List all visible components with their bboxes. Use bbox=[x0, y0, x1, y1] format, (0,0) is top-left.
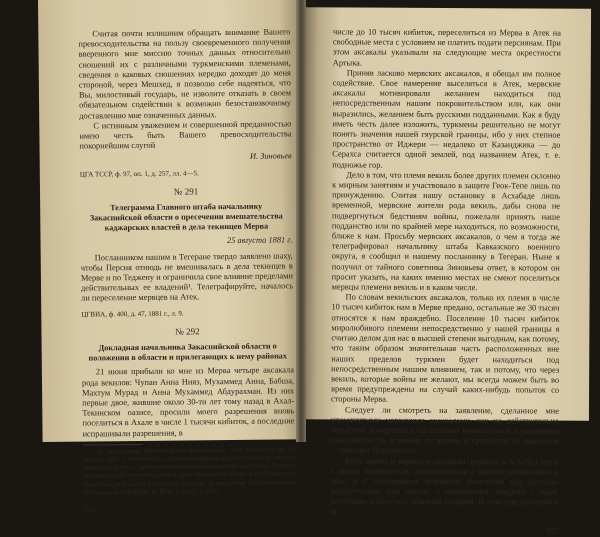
right-page bbox=[299, 7, 591, 536]
paragraph: Дело в том, что племя векиль более других племен склонно к мирным занятиям и участвовало в защите Геок-Тепе лишь по принуждению. Считая нашу остановку в Асхабаде лишь временной, мервские жители рода векиль, дабы снова не подвергнуться бедствиям войны, пожелали принять наше подданство или по крайней мере находиться, по возможности, ближе к нам. Просьбу мервских аксакалов, о чем я тогда же телеграфировал начальнику штаба Кавказского военного округа, я сообщил и нашему посланнику в Тегеран. Ныне я получил от тайного советника Зиновьева ответ, в котором он просит указать, на каких именно местах не смеют поселиться мервцы племени векиль и в каком числе. bbox=[331, 170, 561, 293]
page-number: 556 bbox=[83, 505, 96, 515]
signature: И. Зиновьев bbox=[249, 151, 292, 162]
archive-source: ЦГВИА, ф. 400, д. 47, 1881 г., л. 9. bbox=[81, 309, 184, 319]
right-page-text bbox=[330, 27, 561, 536]
document-title: Телеграмма Главного штаба начальнику Закаспийской области о пресечении вмешательства каджарских властей в дела текинцев Мерва bbox=[89, 202, 283, 233]
paragraph: Посланником нашим в Тегеране твердо заявлено шаху, чтобы Персия отнюдь не вмешивалась в дела текинцев в Мерве и по Теджену и ограничила свое влияние пределами действительных ее владений¹. Телеграфируйте, началось ли переселение мервцев на Атек. bbox=[80, 250, 294, 304]
footnote: ¹ В телеграмме Министерства иностранных дел Зиновьеву от 23 августа 1881 г. отмечалось: «Вполне одобряем дружественное и твердое заявление шаху о нашем непреклонном желании не допускать Персию до какого-либо вмешательства в дела текинцев в Мерве и по Теджену и тем более до попыток установить влияние за пределами действительных ее владений» (ЦГВИА, ф. ВУА, д. 6235, л. 101). bbox=[82, 446, 296, 497]
paragraph: Считая почти излишним обращать внимание Вашего превосходительства на пользу своевременного получения вверенного мне миссию точных данных относительно сношений их с различными туркменскими племенами, сведения о каковых сношениях нередко доходят до меня стороной, через Мешхед, я позволю себе надеяться, что Вы, милостивый государь, не изволите отказать в своем обязательном содействии к возможно безостановочному доставлению мне означенных данных. bbox=[78, 27, 292, 121]
document-number: № 291 bbox=[173, 186, 199, 197]
paragraph: По словам векильских аксакалов, только их племя в числе 10 тысяч кибиток нам в Мерве предано, остальные же 30 тысяч относятся к нам враждебно. Поселение 10 тысяч кибиток миролюбивого племени непосредственно у нашей границы я считаю делом для нас в высшей степени выгодным, как потому, что таким образом значительная часть расположенных вне наших пределов туркмен будет находиться под непосредственным нашим влиянием, так и потому, что через векиль, которые войны не желают, мы всегда можем быть во время предупреждены на случай каких-нибудь попыток со стороны Мерва. bbox=[331, 292, 560, 405]
paragraph: Быть может, и мервские аксакалы прибыли в Асхабад лишь с целью осмотреться, познакомиться с нашим положением в крае и с положением туземного населения под русским владычеством или просто с намерением заводить с нами разговоры и получать обычные подарки. В этом предложении я не bbox=[330, 456, 559, 516]
book-gutter bbox=[296, 0, 306, 442]
document-date: 25 августа 1881 г. bbox=[226, 235, 293, 246]
left-page-text bbox=[78, 27, 295, 515]
paragraph: Приняв ласково мервских аксакалов, я обещал им полное содействие. Свое намерение выселяться в Атек, мервские аксакалы мотивировали желанием находиться под непосредственным нашим покровительством или, как они выразились, желанием быть русскими подданными. Как я буду иметь честь далее изложить, туркмены решительно не могут понять значения нашей гяурской границы, ибо у них степное пространство от Иджери — недалеко от Казанджика — до Серахса считается одной землей, под названием Атек, т. е. подножье гор. bbox=[332, 68, 561, 170]
paragraph: Следует ли смотреть на заявление, сделанное мне упомянутыми мервскими аксакалами, как на действительно серьезное намерение с их стороны переселиться в указанную ими местность, и можно ли верить искренности их заявления — покажет будущность. bbox=[330, 404, 559, 456]
document-number: № 292 bbox=[175, 326, 200, 337]
paragraph: числе до 10 тысяч кибиток, переселиться из Мерва в Атек на свободные места с условием не платить подати персиянам. При этом аксакалы указывали на следующие места окрестности Артыка. bbox=[332, 27, 561, 68]
page-number: 557 bbox=[546, 526, 559, 536]
archive-source: ЦГА ТССР, ф. 97, оп. 1, д. 257, лл. 4—5. bbox=[79, 168, 199, 179]
paragraph: 21 июня прибыли ко мне из Мерва четыре аксакала рода векилов: Чупан Анна Нияз, Мухаммед Анна, Бабша, Махтум Мурад и Анна Мухаммед Абдурахман. Из них первые двое, жившие около 30-ти лет тому назад в Ахал-Текинском оазисе, просили моего разрешения вновь поселиться в Ахале в числе 1 тысячи кибиток, а последние испрашивали разрешения, в bbox=[81, 365, 295, 439]
left-page bbox=[38, 0, 305, 515]
footnote-divider bbox=[83, 444, 143, 446]
document-title: Докладная начальника Закаспийской области о положении в области и прилегающих к нему районах bbox=[88, 341, 288, 363]
paragraph: С истинным уважением и совершенной преданностью имею честь быть Вашего превосходительства покорнейшим слугой bbox=[79, 119, 292, 151]
